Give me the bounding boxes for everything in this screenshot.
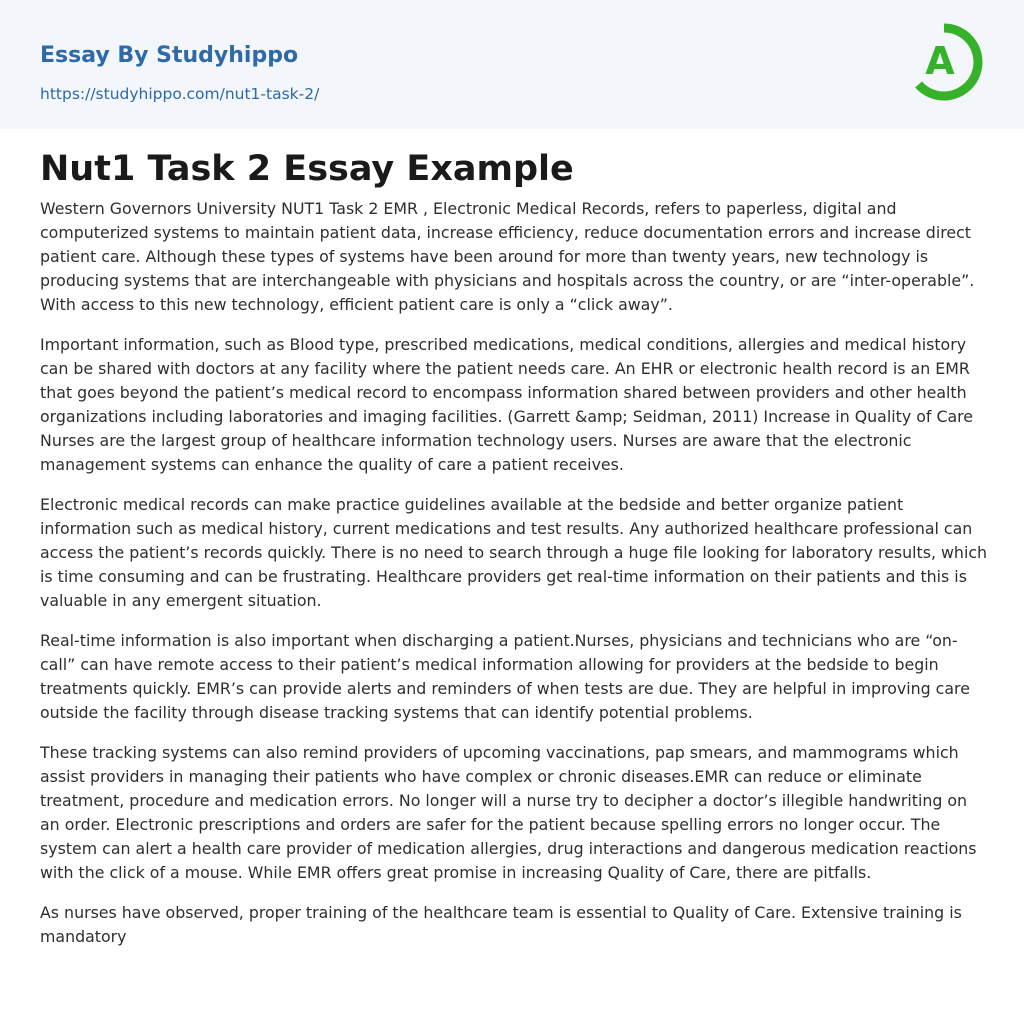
article (40, 147, 990, 965)
studyhippo-logo-icon[interactable] (896, 14, 992, 110)
site-brand[interactable]: Essay By Studyhippo (40, 43, 299, 68)
essay-url-link[interactable]: https://studyhippo.com/nut1-task-2/ (40, 85, 320, 103)
page-title: Nut1 Task 2 Essay Example (40, 149, 574, 189)
essay-paragraph-2: Important information, such as Blood type, prescribed medications, medical conditions, allergies and medical history can be shared with doctors at any facility where the patient needs care. An EHR or electronic health record is an EMR that goes beyond the patient’s medical record to encompass information shared between providers and other health organizations including laboratories and imaging facilities. (Garrett &amp; Seidman, 2011) Increase in Quality of Care Nurses are the largest group of healthcare information technology users. Nurses are aware that the electronic management systems can enhance the quality of care a patient receives. (40, 335, 974, 474)
essay-paragraph-6: As nurses have observed, proper training of the healthcare team is essential to Quality of Care. Extensive training is mandatory (40, 903, 962, 946)
essay-paragraph-4: Real-time information is also important when discharging a patient.Nurses, physicians and technicians who are “on-call” can have remote access to their patient’s medical information allowing for providers at the bedside to begin treatments quickly. EMR’s can provide alerts and reminders of when tests are due. They are helpful in improving care outside the facility through disease tracking systems that can identify potential problems. (40, 631, 970, 722)
essay-paragraph-1: Western Governors University NUT1 Task 2 EMR , Electronic Medical Records, refers to paperless, digital and computerized systems to maintain patient data, increase efficiency, reduce documentation errors and increase direct patient care. Although these types of systems have been around for more than twenty years, new technology is producing systems that are interchangeable with physicians and hospitals across the country, or are “inter-operable”. With access to this new technology, efficient patient care is only a “click away”. (40, 199, 975, 314)
logo-letter: A (925, 39, 955, 83)
essay-paragraph-5: These tracking systems can also remind providers of upcoming vaccinations, pap smears, and mammograms which assist providers in managing their patients who have complex or chronic diseases.EMR can reduce or eliminate treatment, procedure and medication errors. No longer will a nurse try to decipher a doctor’s illegible handwriting on an order. Electronic prescriptions and orders are safer for the patient because spelling errors no longer occur. The system can alert a health care provider of medication allergies, drug interactions and dangerous medication reactions with the click of a mouse. While EMR offers great promise in increasing Quality of Care, there are pitfalls. (40, 743, 977, 882)
site-header (0, 0, 1024, 129)
essay-paragraph-3: Electronic medical records can make practice guidelines available at the bedside and better organize patient information such as medical history, current medications and test results. Any authorized healthcare professional can access the patient’s records quickly. There is no need to search through a huge file looking for laboratory results, which is time consuming and can be frustrating. Healthcare providers get real-time information on their patients and this is valuable in any emergent situation. (40, 495, 988, 610)
